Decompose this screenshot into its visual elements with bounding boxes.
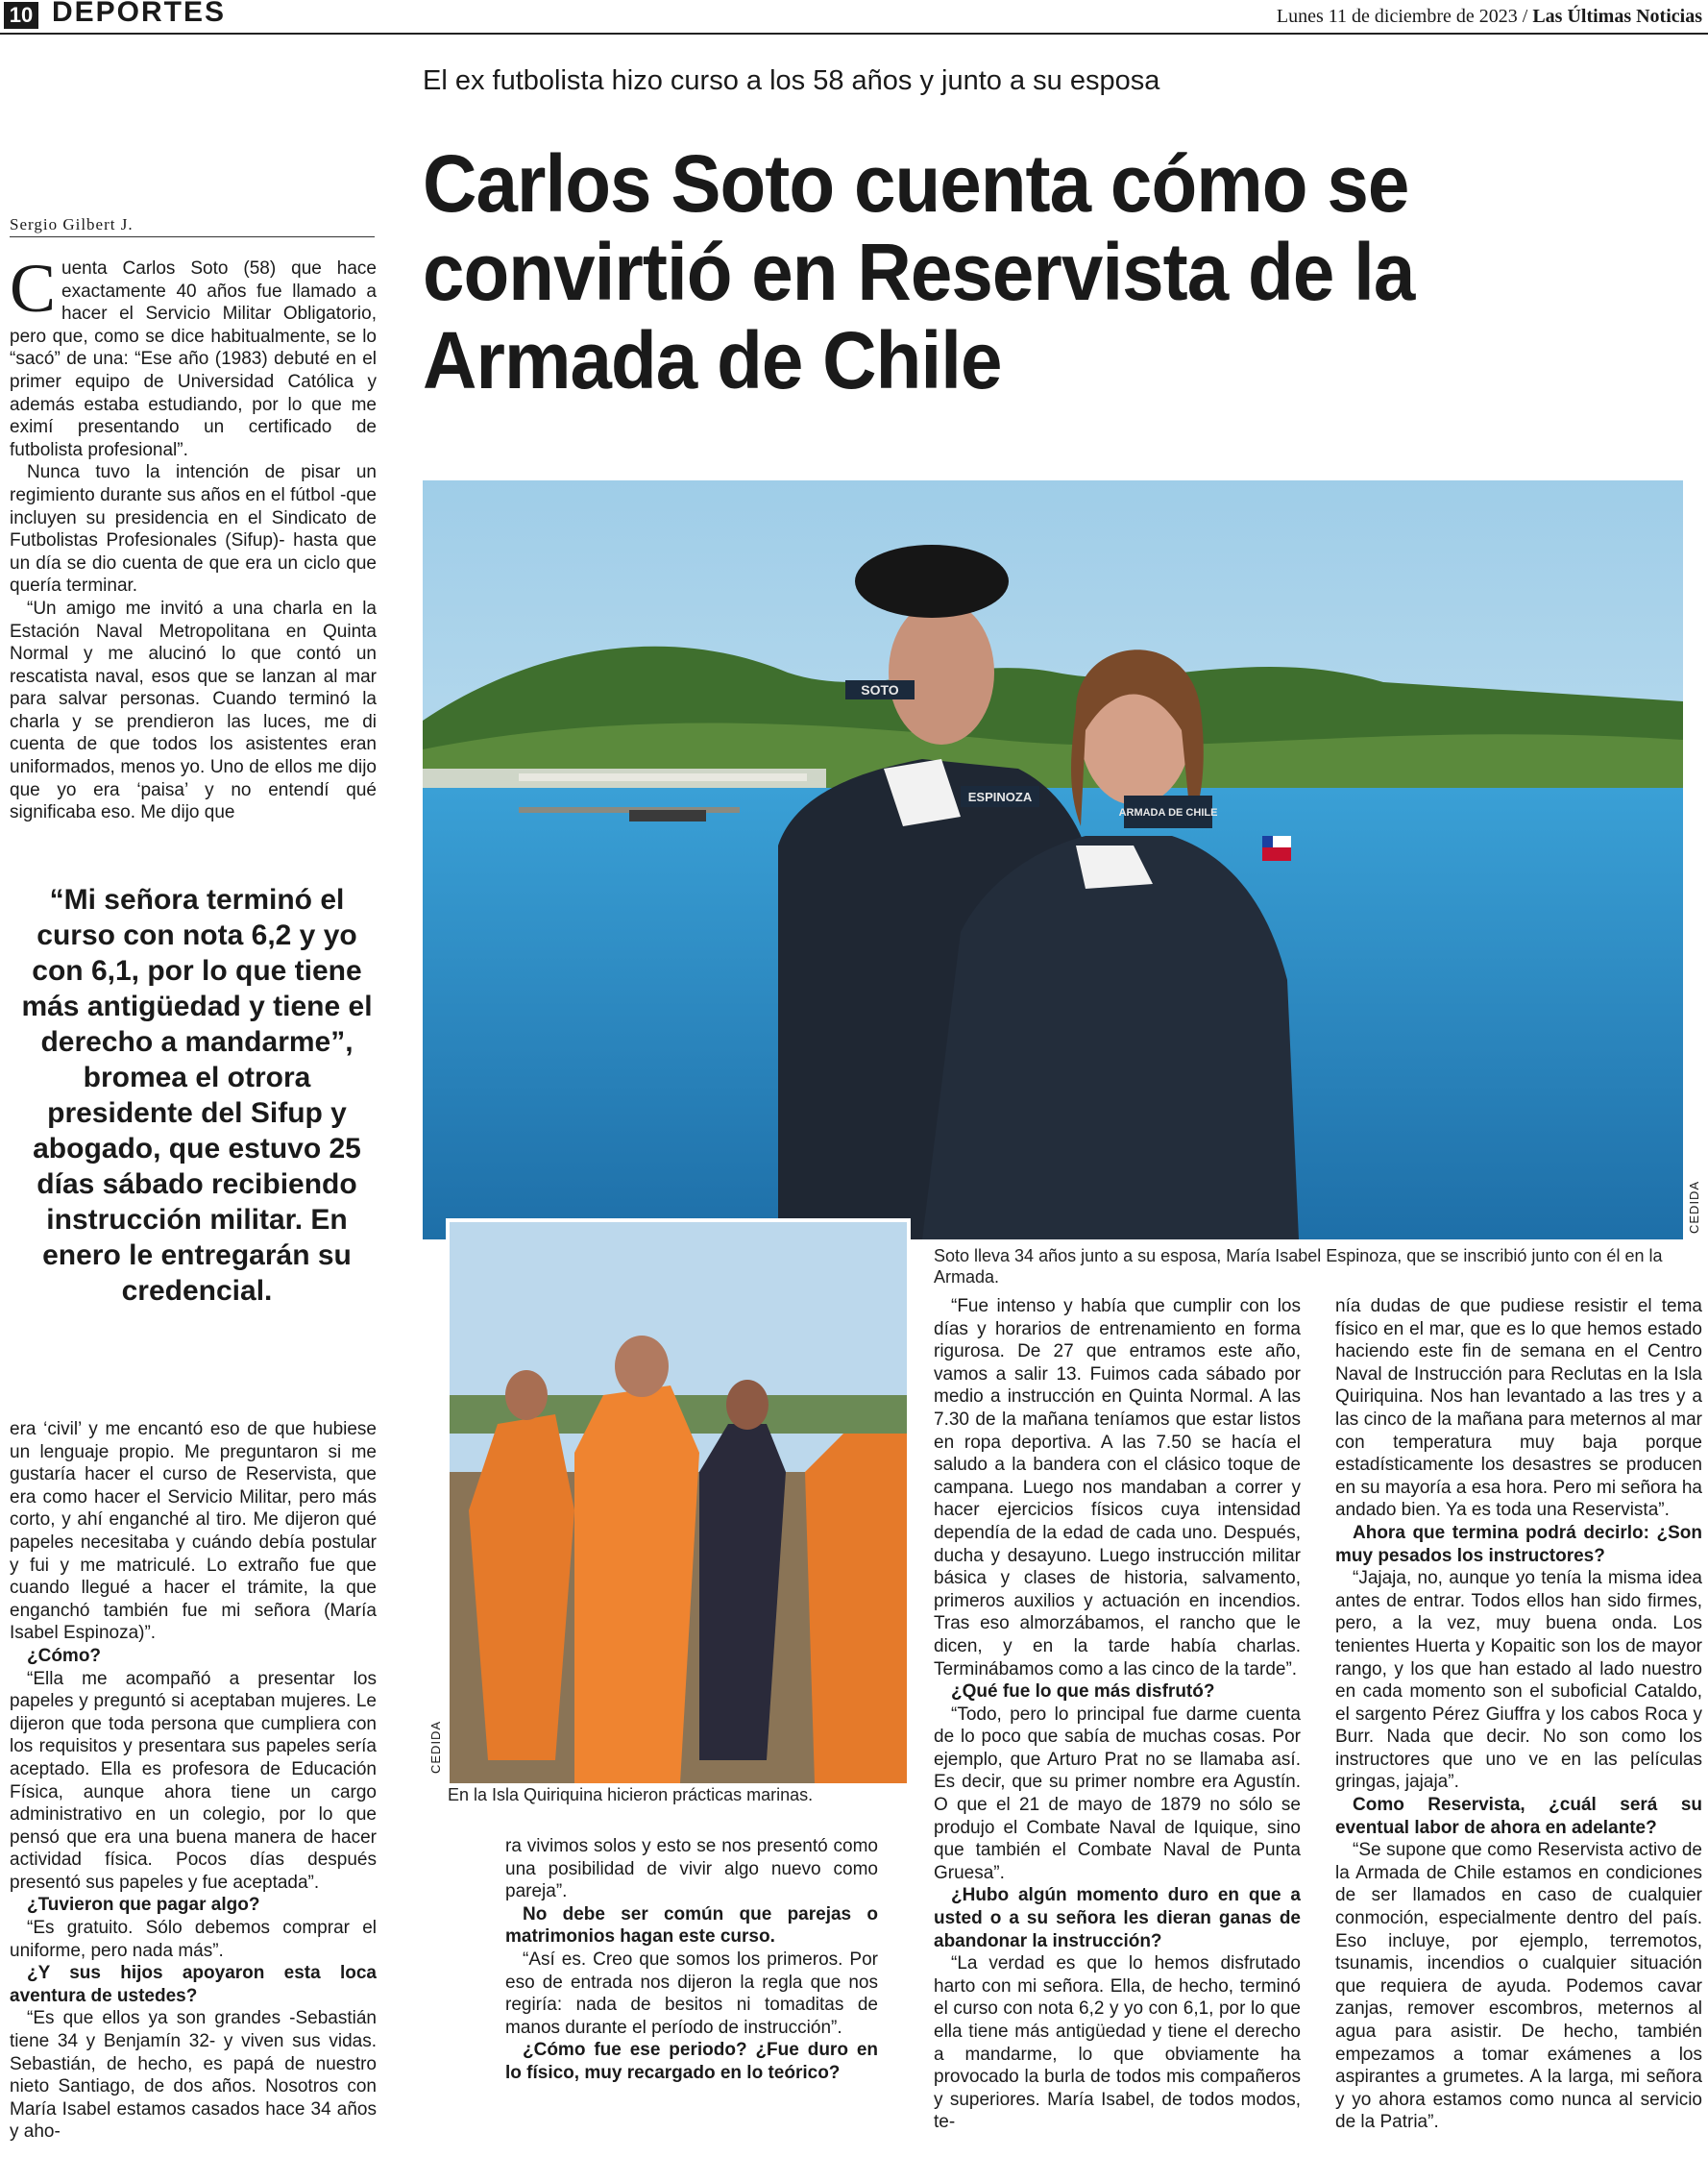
column-2: [505, 1835, 878, 2085]
question: ¿Y sus hijos apoyaron esta loca aventura de ustedes?: [10, 1963, 377, 2006]
paragraph: “Todo, pero lo principal fue darme cuenta de lo poco que sabía de muchas cosas. Por ejemplo, que Arturo Prat no se llamaba así. Es decir, que su primer nombre era Agustín. O que el 21 de mayo de 1879 no sólo se produjo el Combate Naval de Iquique, sino que también el Combate Naval de Punta Gruesa”.: [934, 1704, 1301, 1883]
column-4: [1335, 1295, 1702, 2134]
kicker: El ex futbolista hizo curso a los 58 años y junto a su esposa: [423, 65, 1160, 96]
lead-paragraph: Cuenta Carlos Soto (58) que hace exactamente 40 años fue llamado a hacer el Servicio Militar Obligatorio, pero que, como se dice habitualmente, se lo “sacó” de una: “Ese año (1983) debuté en el primer equipo de Universidad Católica y además estaba estudiando, por lo que me eximí presentando un certificado de futbolista profesional”.: [10, 250, 377, 460]
question: ¿Cómo?: [27, 1645, 102, 1666]
paragraph: ra vivimos solos y esto se nos presentó como una posibilidad de vivir algo nuevo como pareja”.: [505, 1836, 878, 1902]
question: No debe ser común que parejas o matrimonios hagan este curso.: [505, 1903, 878, 1948]
column-1-bottom: [10, 1418, 377, 2144]
paragraph: “Es que ellos ya son grandes -Sebastián tiene 34 y Benjamín 32- y viven sus vidas. Sebastián, de hecho, es papá de nuestro nieto Santiago, de dos años. Nosotros con María Isabel estamos casados hace 34 años y aho-: [10, 2008, 377, 2143]
paragraph: era ‘civil’ y me encantó eso de que hubiese un lenguaje propio. Me preguntaron si me gustaría hacer el curso de Reservista, que era como hacer el Servicio Militar, pero más corto, y ahí enganché al tiro. Me dijeron qué papeles necesitaba y cuándo debía postular y fui y me matriculé. Lo extraño fue que cuando llegué a hacer el trámite, la que enganchó también fue mi señora (María Isabel Espinoza)”.: [10, 1419, 377, 1644]
headline: Carlos Soto cuenta cómo se convirtió en Reservista de la Armada de Chile: [423, 138, 1415, 405]
question: ¿Qué fue lo que más disfrutó?: [951, 1681, 1215, 1703]
question: ¿Hubo algún momento duro en que a usted o a su señora les dieran ganas de abandonar la instrucción?: [934, 1885, 1301, 1951]
photo-training-group: [450, 1222, 907, 1783]
pull-quote: “Mi señora terminó el curso con nota 6,2 y yo con 6,1, por lo que tiene más antigüedad y tiene el derecho a mandarme”, bromea el otrora presidente del Sifup y abogado, que estuvo 25 días sábado recibiendo instrucción militar. En enero le entregarán su credencial.: [21, 884, 373, 1307]
date: Lunes 11 de diciembre de 2023: [1276, 6, 1518, 27]
patch-text: ESPINOZA: [967, 790, 1033, 804]
column-3: [934, 1295, 1301, 2134]
publication-name: Las Últimas Noticias: [1532, 6, 1702, 27]
paragraph: “La verdad es que lo hemos disfrutado harto con mi señora. Ella, de hecho, terminó el curso con nota 6,2 y yo con 6,1, por lo que ella tiene más antigüedad y tiene el derecho a mandarme, lo que obviamente ha provocado la burla de todos mis compañeros y superiores. María Isabel, de todos modos, te-: [934, 1953, 1301, 2133]
main-photo-caption: Soto lleva 34 años junto a su esposa, María Isabel Espinoza, que se inscribió junto con él en la Armada.: [934, 1246, 1663, 1287]
paragraph: “Un amigo me invitó a una charla en la Estación Naval Metropolitana en Quinta Normal y me alucinó lo que contó un rescatista naval, esos que se lanzan al mar para salvar personas. Cuando terminó la charla y se prendieron las luces, me di cuenta de que todos los asistentes eran uniformados, menos yo. Uno de ellos me dijo que yo era ‘paisa’ y no entendí qué significaba eso. Me dijo que: [10, 598, 377, 823]
paragraph: Nunca tuvo la intención de pisar un regimiento durante sus años en el fútbol -que incluyen su presidencia en el Sindicato de Futbolistas Profesionales (Sifup)- hasta que un día se dio cuenta de que era un ciclo que quería terminar.: [10, 462, 377, 597]
page-number: 10: [4, 2, 38, 29]
drop-cap: C: [10, 250, 57, 327]
small-photo-caption: En la Isla Quiriquina hicieron prácticas marinas.: [448, 1785, 814, 1804]
main-photo-credit: CEDIDA: [1687, 1180, 1701, 1234]
paragraph: “Es gratuito. Sólo debemos comprar el uniforme, pero nada más”.: [10, 1918, 377, 1961]
paragraph: “Se supone que como Reservista activo de la Armada de Chile estamos en condiciones de ser llamados en caso de cualquier conmoción, especialmente dentro del país. Eso incluye, por ejemplo, terremotos, tsunamis, incendios o cualquier situación que requiera de ayuda. Podemos cavar zanjas, remover escombros, meternos al agua para asistir. De hecho, también empezamos a tomar exámenes a los aspirantes a grumetes. A la larga, mi señora y yo ahora estamos como nunca al servicio de la Patria”.: [1335, 1840, 1702, 2133]
question: Ahora que termina podrá decirlo: ¿Son muy pesados los instructores?: [1335, 1522, 1702, 1566]
date-separator: /: [1517, 6, 1533, 27]
photo-couple-at-sea: [423, 480, 1683, 1239]
paragraph: “Ella me acompañó a presentar los papeles y preguntó si aceptaban mujeres. Le dijeron que toda persona que cumpliera con los requisitos y presentara sus papeles sería aceptado. Ella es profesora de Educación Física, aunque ahora tiene un cargo administrativo en un colegio, por lo que pensó que era una buena manera de hacer actividad física. Pocos días después presentó sus papeles y fue aceptada”.: [10, 1668, 377, 1893]
patch-text: SOTO: [861, 682, 899, 698]
byline: Sergio Gilbert J.: [10, 215, 375, 237]
page-header: [0, 0, 1708, 35]
small-photo: [446, 1218, 911, 1787]
paragraph: “Jajaja, no, aunque yo tenía la misma idea antes de entrar. Todos ellos han sido firmes, pero, a la vez, muy buena onda. Los tenientes Huerta y Kopaitic son los de mayor rango, y los que han estado al lado nuestro en cada momento son el suboficial Cataldo, el sargento Pérez Giuffra y los cabos Roca y Burr. Nada que decir. No son como los instructores que uno ve en las películas gringas, jajaja”.: [1335, 1568, 1702, 1793]
question: Como Reservista, ¿cuál será su eventual labor de ahora en adelante?: [1335, 1795, 1702, 1838]
small-photo-credit: CEDIDA: [428, 1720, 443, 1774]
section-title: DEPORTES: [52, 0, 227, 28]
header-rule: [0, 33, 1708, 35]
paragraph: “Así es. Creo que somos los primeros. Por eso de entrada nos dijeron la regla que nos regiría: nada de besitos ni tomaditas de manos durante el período de instrucción”.: [505, 1949, 878, 2038]
column-1-top: [10, 250, 377, 824]
paragraph: “Fue intenso y había que cumplir con los días y horarios de entrenamiento en forma rigurosa. De 27 que entramos este año, vamos a salir 13. Fuimos cada sábado por medio a instrucción en Quinta Normal. A las 7.30 de la mañana teníamos que estar listos en ropa deportiva. A las 7.50 se hacía el saludo a la bandera con el clásico toque de campana. Luego nos mandaban a correr y hacer ejercicios físicos cuya intensidad dependía de la edad de cada uno. Después, ducha y desayuno. Luego instrucción militar básica y clases de historia, salvamento, primeros auxilios y actuación en incendios. Tras eso almorzábamos, el rancho que le dicen, y en la tarde había charlas. Terminábamos como a las cinco de la tarde”.: [934, 1296, 1301, 1679]
main-photo: [423, 480, 1683, 1239]
question: ¿Tuvieron que pagar algo?: [27, 1895, 260, 1916]
paragraph: nía dudas de que pudiese resistir el tema físico en el mar, que es lo que hemos estado haciendo este fin de semana en el Centro Naval de Instrucción para Reclutas en la Isla Quiriquina. Nos han levantado a las tres y a las cinco de la mañana para meternos al mar con temperatura muy baja porque estadísticamente los desastres se producen en su mayoría a esa hora. Pero mi señora ha andado bien. Ya es toda una Reservista”.: [1335, 1296, 1702, 1521]
dateline: [1277, 6, 1702, 28]
question: ¿Cómo fue ese periodo? ¿Fue duro en lo físico, muy recargado en lo teórico?: [505, 2040, 878, 2083]
patch-text: ARMADA DE CHILE: [1118, 807, 1218, 819]
